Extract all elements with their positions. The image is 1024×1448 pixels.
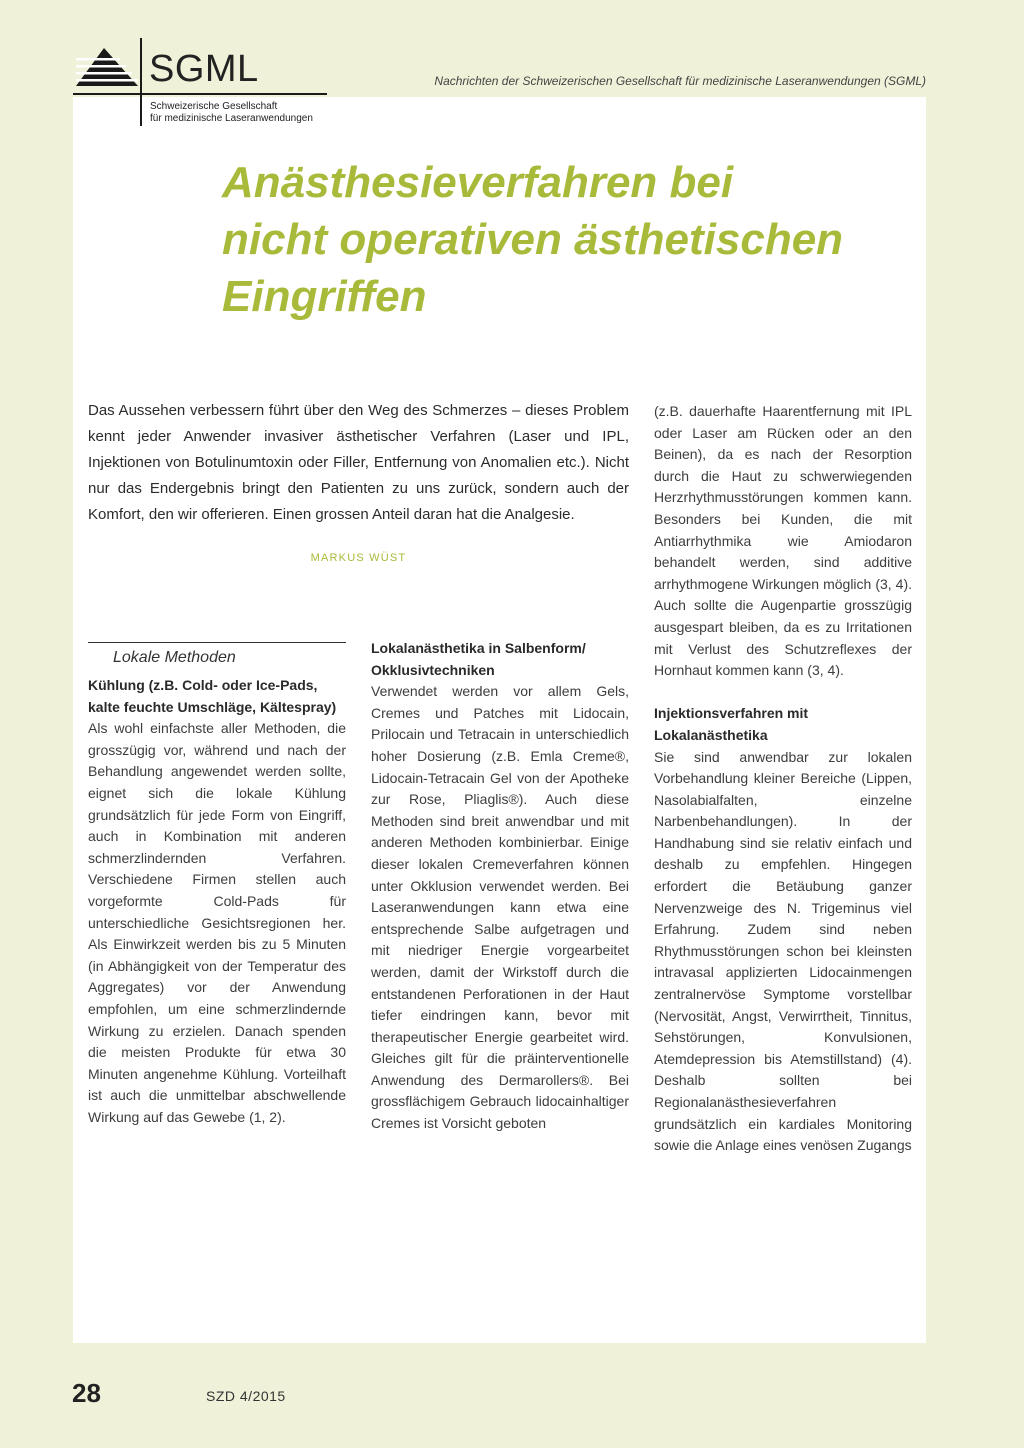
paragraph-gap <box>654 682 912 704</box>
subheading-kuehlung: Kühlung (z.B. Cold- oder Ice-Pads, kalte feuchte Umschläge, Kältespray) <box>88 677 337 715</box>
text-column-3 <box>654 401 912 1157</box>
paragraph-kuehlung: Als wohl einfachste aller Methoden, die grosszügig vor, während und nach der Behandlung angewendet werden sollte, eignet sich die lokale Kühlung grundsätzlich für jede Form von Eingriff, auch in Kombination mit anderen schmerzlindernden Verfahren. Verschiedene Firmen stellen auch vorgeformte Cold-Pads für unterschiedliche Gesichtsregionen her. Als Einwirkzeit werden bis zu 5 Minuten (in Abhängigkeit von der Temperatur des Aggregates) vor der Anwendung empfohlen, um eine schmerzlindernde Wirkung zu erzielen. Danach spenden die meisten Produkte für etwa 30 Minuten angenehme Kühlung. Vorteilhaft ist auch die unmittelbar abschwellende Wirkung auf das Gewebe (1, 2). <box>88 720 346 1125</box>
logo-subtitle-line2: für medizinische Laseranwendungen <box>150 113 313 124</box>
subheading-lokalanaesthetika: Lokalanästhetika in Salbenform/ Okklusivtechniken <box>371 640 586 678</box>
article-lead: Das Aussehen verbessern führt über den Weg des Schmerzes – dieses Problem kennt jeder Anwender invasiver ästhetischer Verfahren (Laser und IPL, Injektionen von Botulinumtoxin oder Filler, Entfernung von Anomalien etc.). Nicht nur das Endergebnis bringt den Patienten zu uns zurück, sondern auch der Komfort, den wir offerieren. Einen grossen Anteil daran hat die Analgesie. <box>88 402 629 523</box>
logo-vertical-rule <box>140 38 142 126</box>
logo-subtitle-line1: Schweizerische Gesellschaft <box>150 101 278 112</box>
stepped-triangle-logo-icon <box>76 46 138 90</box>
page-number: 28 <box>72 1378 101 1408</box>
article-title <box>222 154 912 325</box>
article-author: MARKUS WÜST <box>310 552 407 564</box>
issue-label: SZD 4/2015 <box>206 1388 286 1404</box>
logo-subtitle <box>150 101 313 125</box>
section-rule <box>88 642 346 643</box>
paragraph-lokalanaesthetika: Verwendet werden vor allem Gels, Cremes und Patches mit Lidocain, Prilocain und Tetracain in unterschiedlich hoher Dosierung (z.B. Emla Creme®, Lidocain-Tetracain Gel von der Apotheke zur Rose, Pliaglis®). Auch diese Methoden sind breit anwendbar und mit anderen Methoden kombinierbar. Einige dieser lokalen Cremeverfahren können unter Okklusion verwendet werden. Bei Laseranwendungen kann etwa eine entsprechende Salbe aufgetragen und mit niedriger Energie vorgearbeitet werden, damit der Wirkstoff durch die entstandenen Perforationen in der Haut tiefer eindringen kann, bevor mit therapeutischer Energie gearbeitet wird. Gleiches gilt für die präinterventionelle Anwendung des Dermarollers®. Bei grossflächigem Gebrauch lidocainhaltiger Cremes ist Vorsicht geboten <box>371 683 629 1132</box>
logo-horizontal-rule <box>73 93 327 95</box>
logo-name: SGML <box>149 48 259 90</box>
subheading-injektionsverfahren: Injektionsverfahren mit Lokalanästhetika <box>654 705 809 743</box>
title-line-1: Anästhesieverfahren bei <box>222 158 734 207</box>
title-line-3: Eingriffen <box>222 272 427 321</box>
text-column-1 <box>88 642 346 1128</box>
paragraph-injektionsverfahren: Sie sind anwendbar zur lokalen Vorbehandlung kleiner Bereiche (Lippen, Nasolabialfalten, einzelne Narbenbehandlungen). In der Handhabung sind sie relativ einfach und deshalb zu empfehlen. Hingegen erfordert die Betäubung ganzer Nervenzweige des N. Trigeminus viel Erfahrung. Zudem sind neben Rhythmusstörungen schon bei kleinsten intravasal applizierten Lidocainmengen zentralnervöse Symptome vorstellbar (Nervosität, Angst, Verwirrtheit, Tinnitus, Sehstörungen, Konvulsionen, Atemdepression bis Atemstillstand) (4). Deshalb sollten bei Regionalanästhesieverfahren grundsätzlich ein kardiales Monitoring sowie die Anlage eines venösen Zugangs <box>654 748 912 1154</box>
section-heading: Lokale Methoden <box>113 649 236 666</box>
sgml-logo <box>73 38 333 128</box>
paragraph-continuation: (z.B. dauerhafte Haarentfernung mit IPL oder Laser am Rücken oder an den Beinen), da es nach der Resorption durch die Haut zu schwerwiegenden Herzrhythmusstörungen kommen kann. Besonders bei Kunden, die mit Antiarrhythmika wie Amiodaron behandelt werden, sind additive arrhythmogene Wirkungen möglich (3, 4). Auch sollte die Augenpartie grosszügig ausgespart bleiben, da es zu Irritationen mit Verlust des Schutzreflexes der Hornhaut kommen kann (3, 4). <box>654 403 912 679</box>
journal-title: Nachrichten der Schweizerischen Gesellschaft für medizinische Laseranwendungen (SGML) <box>434 74 926 88</box>
text-column-2 <box>371 638 629 1135</box>
title-line-2: nicht operativen ästhetischen <box>222 215 844 264</box>
